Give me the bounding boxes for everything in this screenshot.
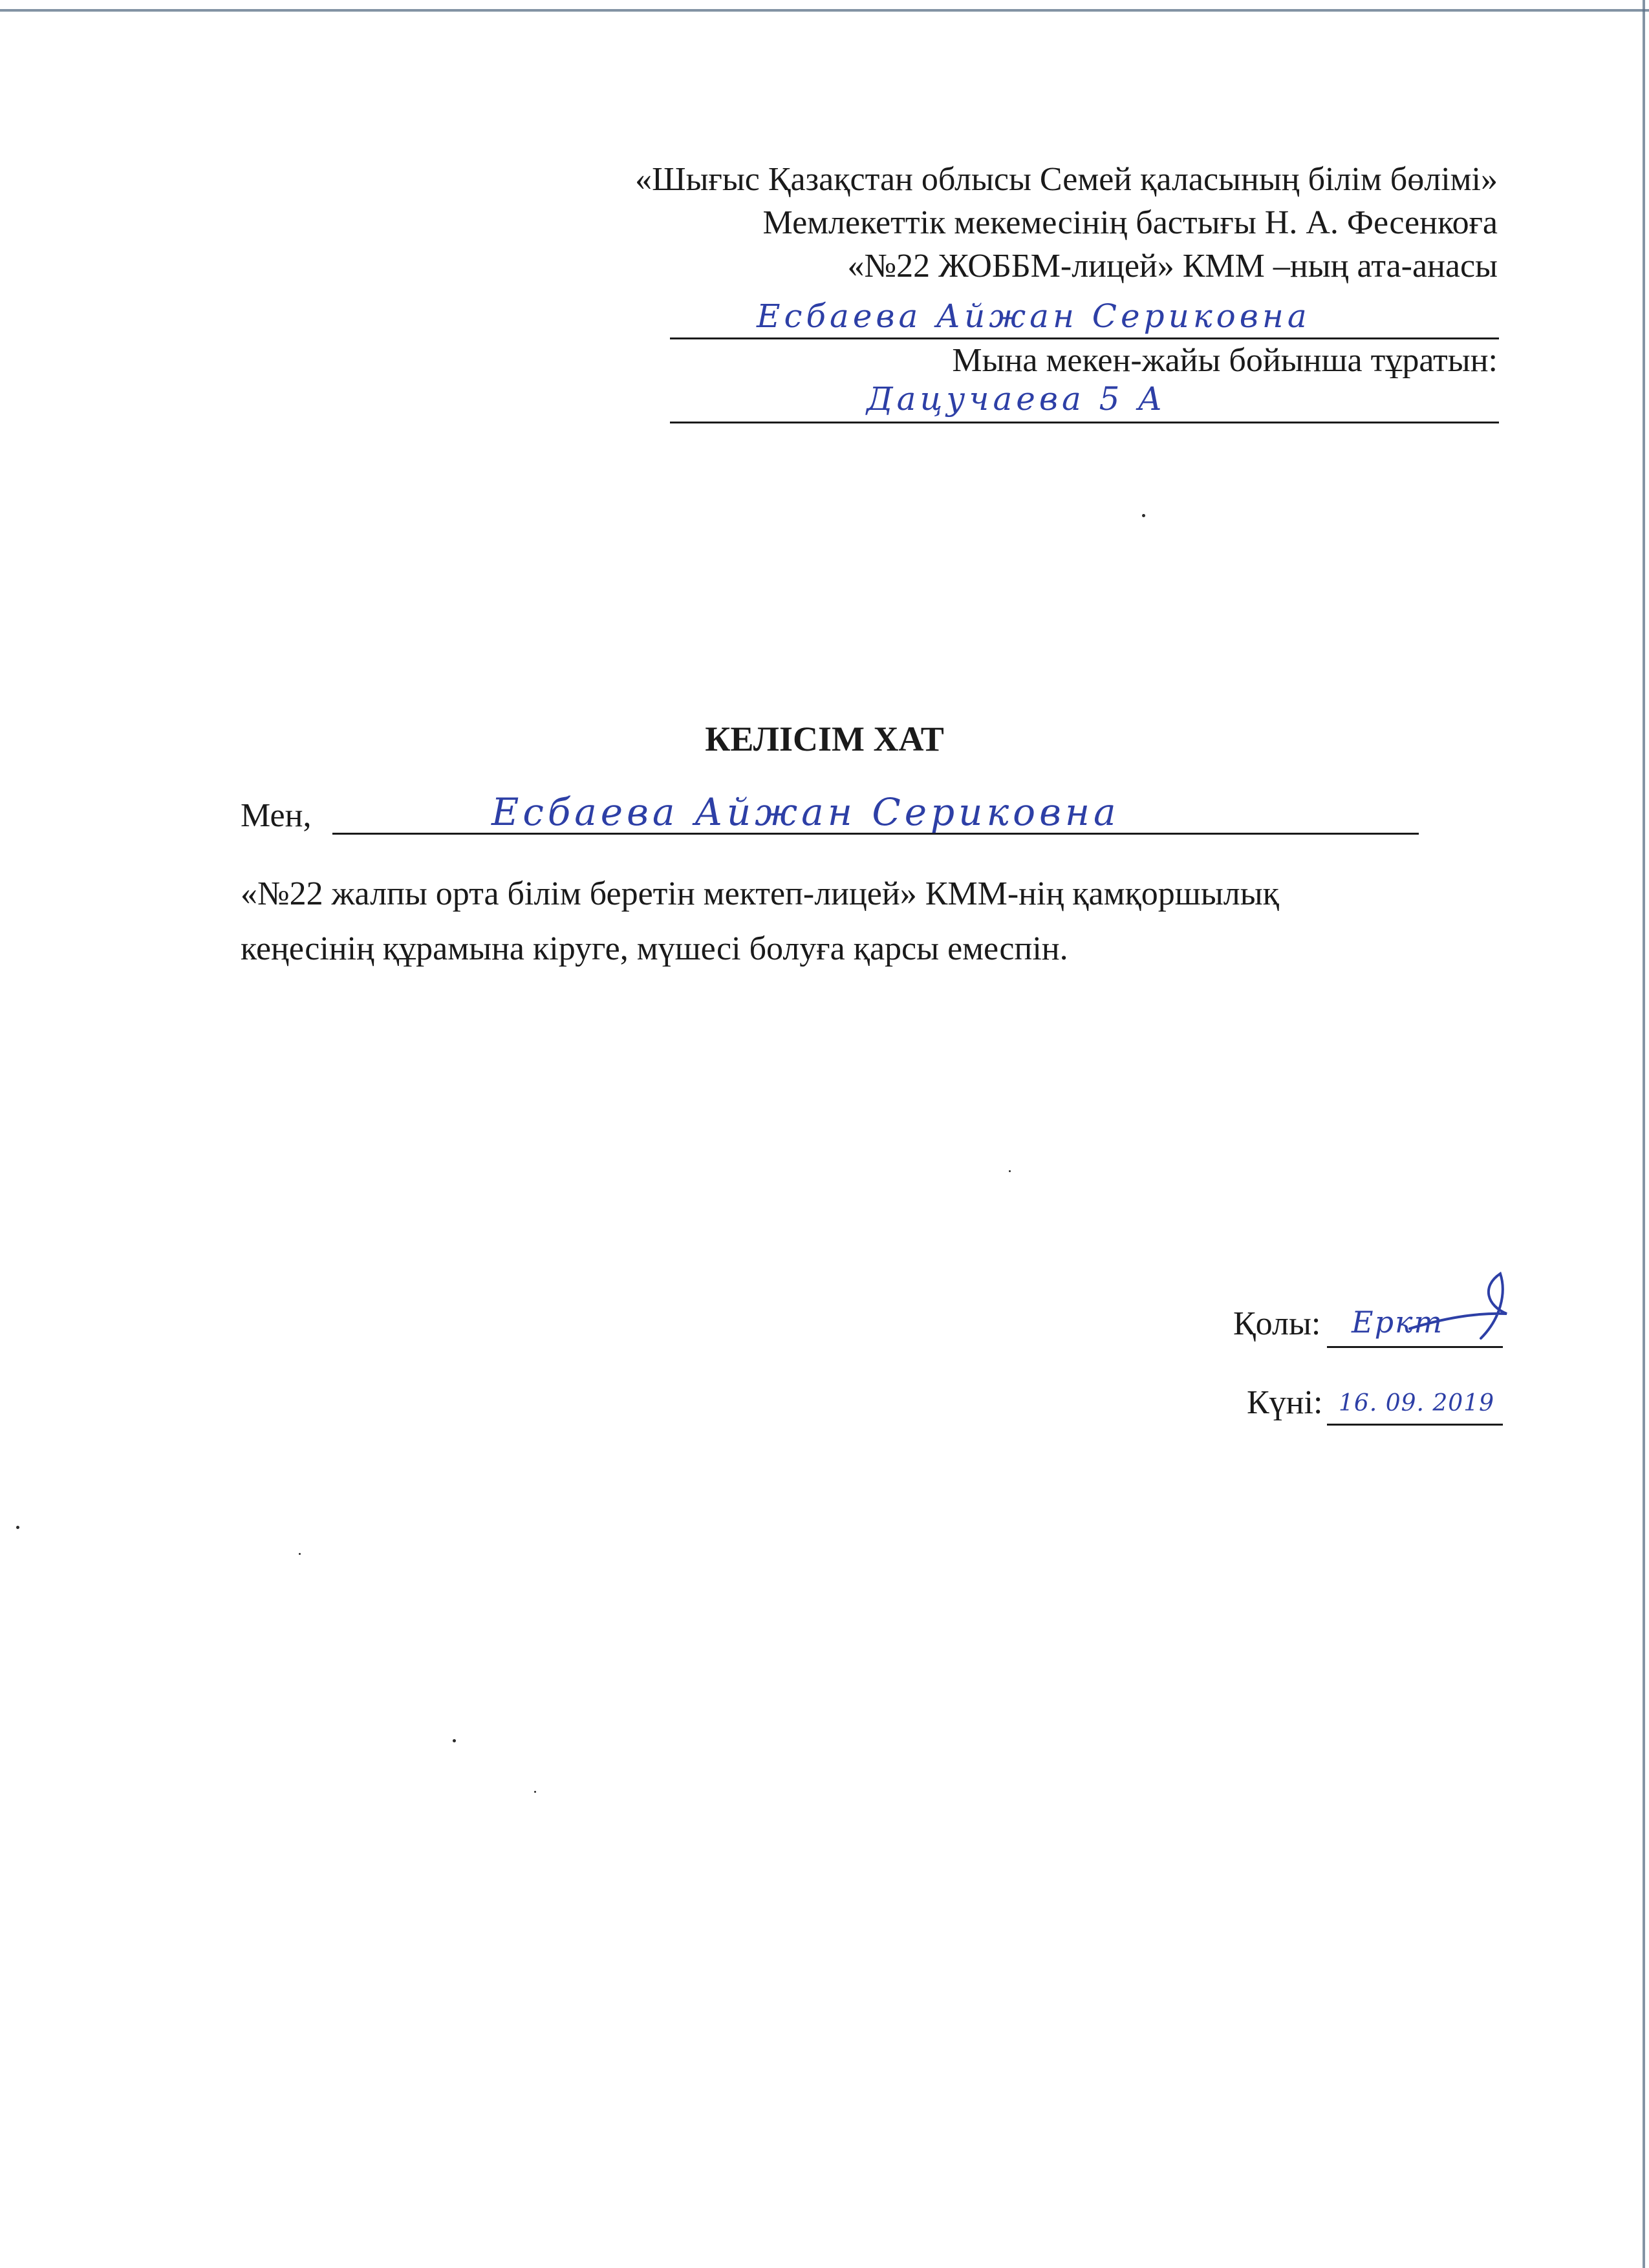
body-paragraph-line-1: «№22 жалпы орта білім беретін мектеп-лицей» КММ-нің қамқоршылық	[241, 875, 1279, 912]
date-label: Күні:	[1247, 1384, 1323, 1421]
scan-edge-right	[1643, 0, 1645, 2268]
addressee-header	[635, 158, 1498, 288]
body-paragraph-line-2: кеңесінің құрамына кіруге, мүшесі болуға қарсы емеспін.	[241, 930, 1068, 967]
address-handwritten: Дацучаева 5 А	[867, 380, 1167, 418]
parent-name-handwritten: Есбаева Айжан Сериковна	[757, 297, 1311, 335]
scan-speck	[16, 1526, 19, 1529]
signature-handwritten: Еркт	[1352, 1305, 1444, 1340]
header-line-1: «Шығыс Қазақстан облысы Семей қаласының білім бөлімі»	[635, 161, 1498, 198]
signature-flourish	[1403, 1267, 1520, 1345]
address-label: Мына мекен-жайы бойынша тұратын:	[952, 342, 1498, 379]
date-handwritten: 16. 09. 2019	[1339, 1390, 1495, 1417]
body-prefix: Мен,	[241, 797, 312, 834]
signature-label: Қолы:	[1233, 1305, 1321, 1342]
date-fill-line	[1327, 1424, 1503, 1426]
header-line-2: Мемлекеттік мекемесінің бастығы Н. А. Фесенкоға	[762, 204, 1498, 241]
scan-edge-top	[0, 9, 1649, 12]
document-title: КЕЛІСІМ ХАТ	[705, 720, 944, 758]
address-fill-line	[670, 422, 1499, 423]
signature-fill-line	[1327, 1346, 1503, 1348]
signer-name-handwritten: Есбаева Айжан Сериковна	[491, 790, 1120, 834]
scan-speck	[1009, 1170, 1011, 1172]
scan-speck	[1142, 514, 1145, 517]
header-line-3: «№22 ЖОББМ-лицей» КММ –ның ата-анасы	[847, 248, 1498, 284]
scan-speck	[453, 1739, 456, 1742]
scan-speck	[534, 1791, 536, 1793]
parent-name-fill-line	[670, 337, 1499, 339]
scan-speck	[299, 1553, 301, 1555]
